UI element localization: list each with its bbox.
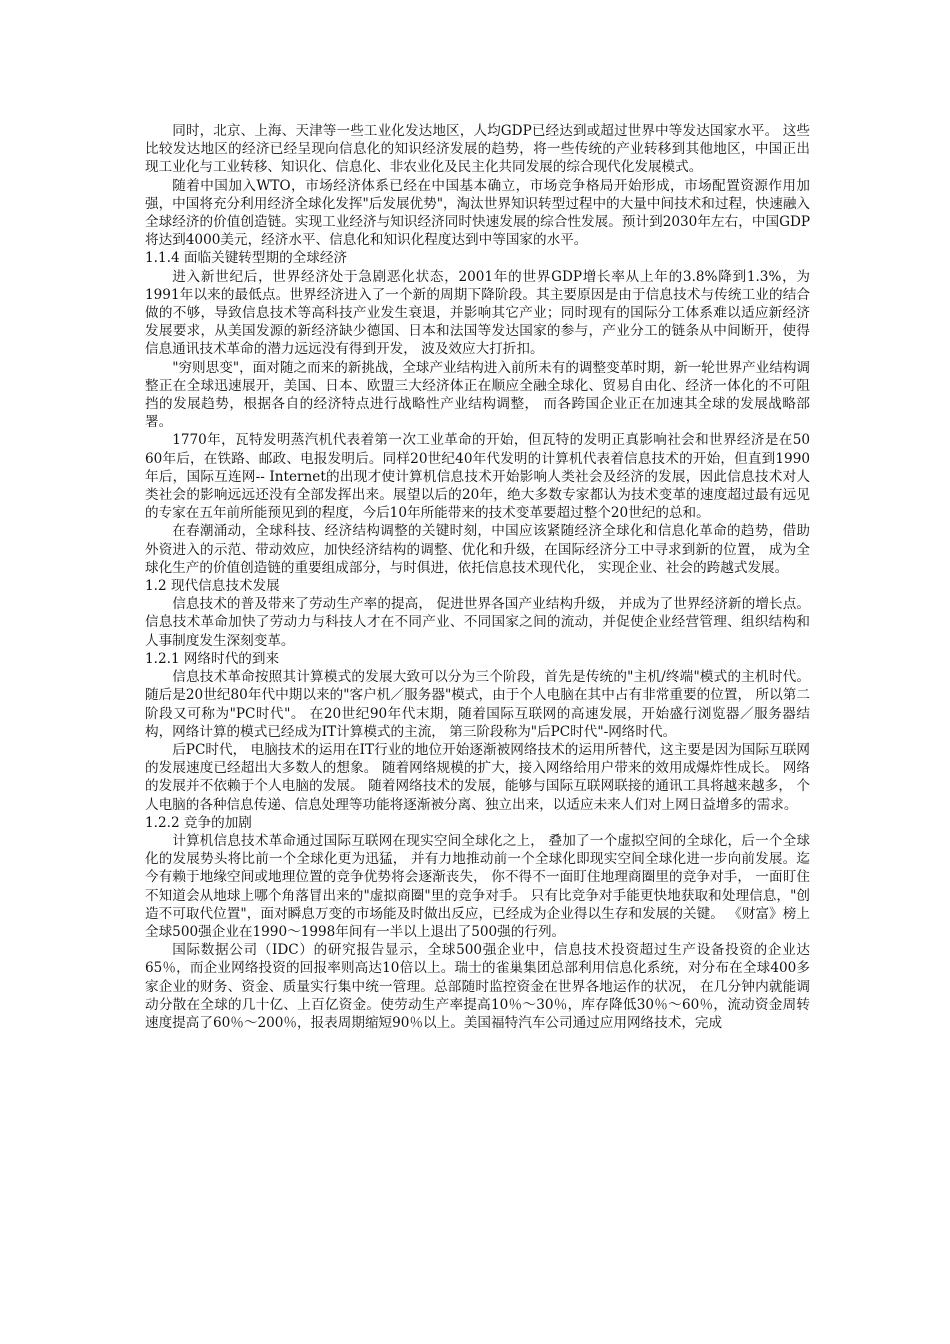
section-heading: 1.2.1 网络时代的到来 bbox=[145, 650, 280, 667]
section-heading: 1.2 现代信息技术发展 bbox=[145, 578, 280, 595]
paragraph: "穷则思变"，面对随之而来的新挑战，全球产业结构进入前所未有的调整变革时期，新一轮世界产业结构调整正在全球迅速展开，美国、日本、欧盟三大经济体正在顺应全融全球化、贸易自由化、经济一体化的不可阻挡的发展趋势，根据各自的经济特点进行战略性产业结构调整， 而各跨国企业正在加速其全球的发展战略部署。 bbox=[145, 359, 811, 431]
paragraph: 信息技术的普及带来了劳动生产率的提高， 促进世界各国产业结构升级， 并成为了世界经济新的增长点。信息技术革命加快了劳动力与科技人才在不同产业、不同国家之间的流动，并促使企业经营管理、组织结构和人事制度发生深刻变革。 bbox=[145, 596, 810, 649]
paragraph: 后PC时代， 电脑技术的运用在IT行业的地位开始逐渐被网络技术的运用所替代，这主要是因为国际互联网的发展速度已经超出大多数人的想象。 随着网络规模的扩大，接入网络给用户带来的效用成爆炸性成长。 网络的发展并不依赖于个人电脑的发展。 随着网络技术的发展，能够与国际互联网联接的通讯工具将越来越多， 个人电脑的各种信息传递、信息处理等功能将逐渐被分离、独立出来，以适应未来人们对上网日益增多的需求。 bbox=[145, 741, 810, 813]
paragraph: 在春潮涌动，全球科技、经济结构调整的关键时刻，中国应该紧随经济全球化和信息化革命的趋势，借助外资进入的示范、带动效应，加快经济结构的调整、优化和升级，在国际经济分工中寻求到新的位置， 成为全球化生产的价值创造链的重要组成部分，与时俱进，依托信息技术现代化， 实现企业、社会的跨越式发展。 bbox=[145, 523, 810, 576]
paragraph: 计算机信息技术革命通过国际互联网在现实空间全球化之上， 叠加了一个虚拟空间的全球化，后一个全球化的发展势头将比前一个全球化更为迅猛， 并有力地推动前一个全球化即现实空间全球化进一步向前发展。迄今有赖于地缘空间或地理位置的竞争优势将会逐渐丧失， 你不得不一面盯住地理商圈里的竞争对手， 一面盯住不知道会从地球上哪个角落冒出来的"虚拟商圈"里的竞争对手。 只有比竞争对手能更快地获取和处理信息，"创造不可取代位置"，面对瞬息万变的市场能及时做出反应，已经成为企业得以生存和发展的关键。 《财富》榜上全球500强企业在1990～1998年间有一半以上退出了500强的行列。 bbox=[145, 832, 810, 940]
paragraph: 随着中国加入WTO，市场经济体系已经在中国基本确立，市场竞争格局开始形成，市场配置资源作用加强，中国将充分利用经济全球化发挥"后发展优势"，淘汰世界知识转型过程中的大量中间技术和过程，快速融入全球经济的价值创造链。实现工业经济与知识经济同时快速发展的综合性发展。预计到2030年左右，中国GDP将达到4000美元，经济水平、信息化和知识化程度达到中等国家的水平。 bbox=[145, 177, 811, 249]
section-heading: 1.1.4 面临关键转型期的全球经济 bbox=[145, 250, 348, 267]
paragraph: 信息技术革命按照其计算模式的发展大致可以分为三个阶段，首先是传统的"主机/终端"模式的主机时代。随后是20世纪80年代中期以来的"客户机／服务器"模式，由于个人电脑在其中占有非常重要的位置， 所以第二阶段又可称为"PC时代"。 在20世纪90年代末期，随着国际互联网的高速发展，开始盛行浏览器／服务器结构，网络计算的模式已经成为IT计算模式的主流， 第三阶段称为"后PC时代"-网络时代。 bbox=[145, 669, 810, 740]
section-heading: 1.2.2 竞争的加剧 bbox=[145, 814, 252, 831]
document-page bbox=[145, 122, 810, 1032]
paragraph: 国际数据公司（IDC）的研究报告显示，全球500强企业中，信息技术投资超过生产设备投资的企业达65％，而企业网络投资的回报率则高达10倍以上。瑞士的雀巢集团总部利用信息化系统，对分布在全球400多家企业的财务、资金、质量实行集中统一管理。总部随时监控资金在世界各地运作的状况， 在几分钟内就能调动分散在全球的几十亿、上百亿资金。使劳动生产率提高10％～30％，库存降低30％～60％，流动资金周转速度提高了60％～200％，报表周期缩短90％以上。美国福特汽车公司通过应用网络技术，完成 bbox=[145, 942, 810, 1031]
paragraph: 1770年，瓦特发明蒸汽机代表着第一次工业革命的开始，但瓦特的发明正真影响社会和世界经济是在50 60年后，在铁路、邮政、电报发明后。同样20世纪40年代发明的计算机代表着信息技术的开始，但直到1990年后，国际互连网-- Internet的出现才使计算机信息技术开始影响人类社会及经济的发展，因此信息技术对人类社会的影响远远还没有全部发挥出来。展望以后的20年，绝大多数专家都认为技术变革的速度超过最有远见的专家在五年前所能预见到的程度，今后10年所能带来的技术变革要超过整个20世纪的总和。 bbox=[145, 432, 810, 522]
paragraph: 同时，北京、上海、天津等一些工业化发达地区，人均GDP已经达到或超过世界中等发达国家水平。 这些比较发达地区的经济已经呈现向信息化的知识经济发展的趋势，将一些传统的产业转移到其他地区，中国正出现工业化与工业转移、知识化、信息化、非农业化及民主化共同发展的综合现代化发展模式。 bbox=[145, 123, 810, 176]
paragraph: 进入新世纪后，世界经济处于急剧恶化状态，2001年的世界GDP增长率从上年的3.8%降到1.3%，为1991年以来的最低点。世界经济进入了一个新的周期下降阶段。其主要原因是由于信息技术与传统工业的结合做的不够，导致信息技术等高科技产业发生衰退，并影响其它产业；同时现有的国际分工体系难以适应新经济发展要求，从美国发源的新经济缺少德国、日本和法国等发达国家的参与，产业分工的链条从中间断开，使得信息通讯技术革命的潜力远远没有得到开发， 波及效应大打折扣。 bbox=[145, 268, 810, 358]
